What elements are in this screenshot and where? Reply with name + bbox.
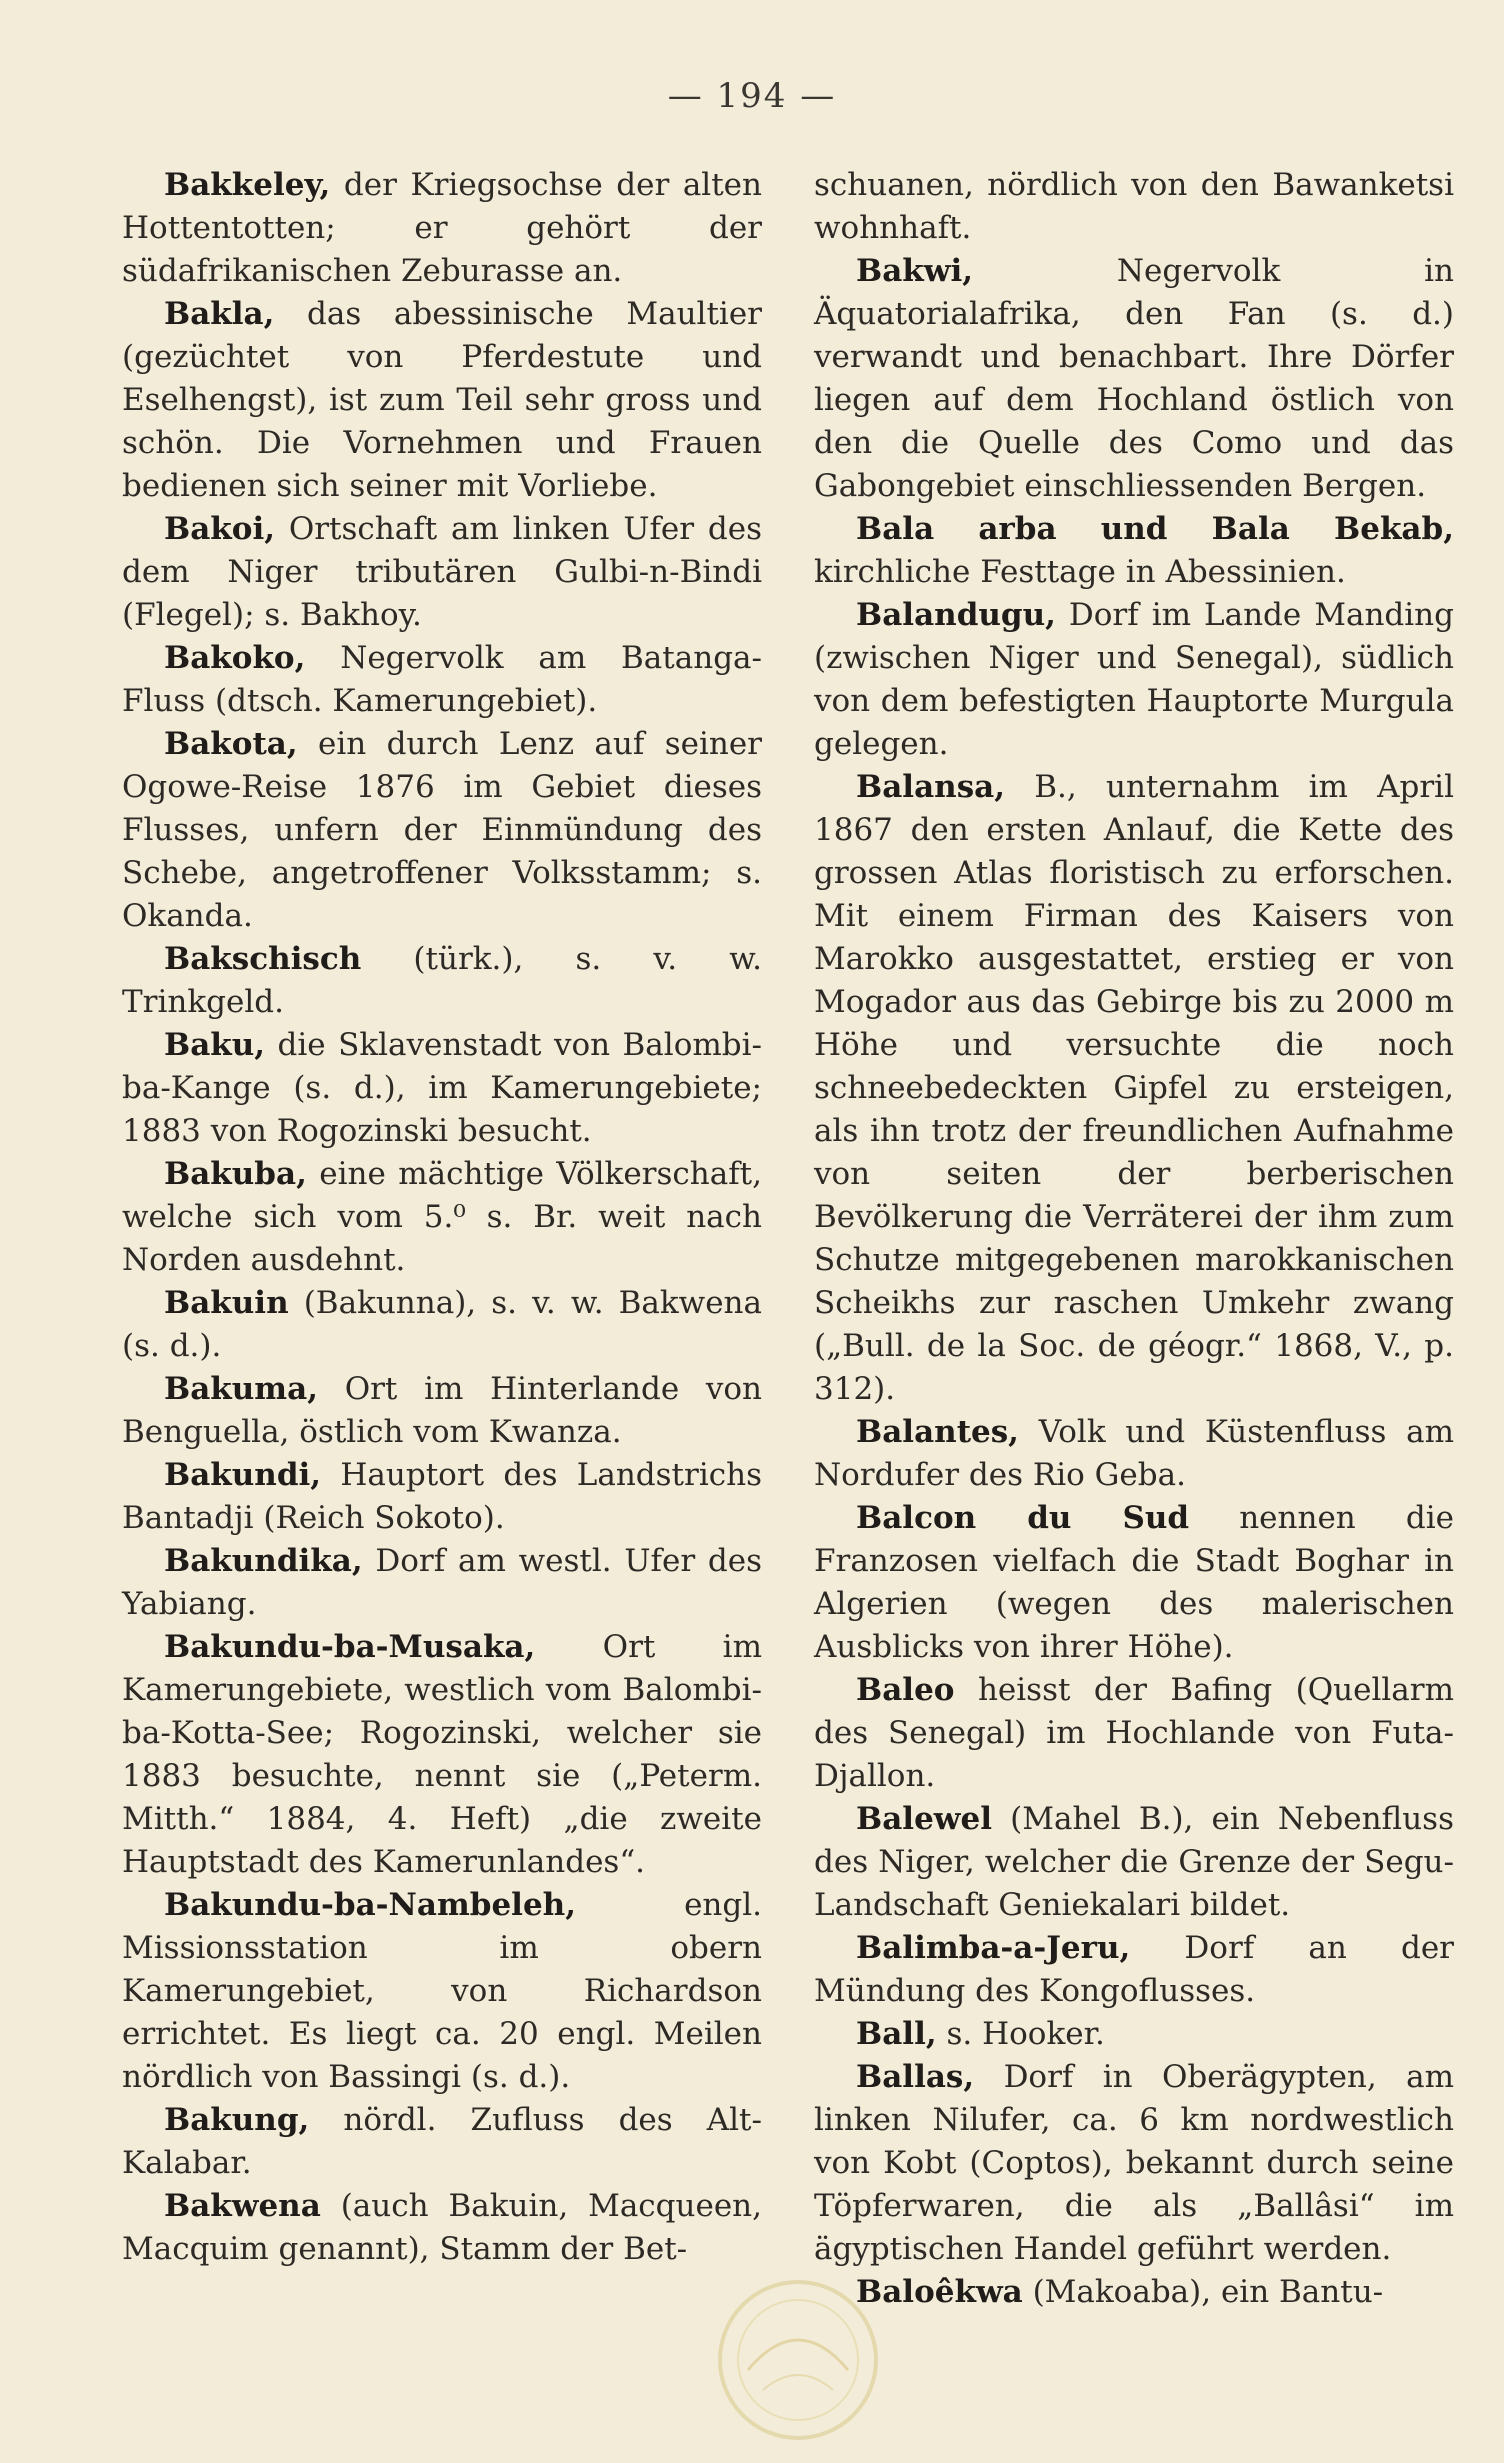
entry-headword: Balimba-a-Jeru, <box>856 1930 1131 1966</box>
entry-headword: Bala arba und Bala Bekab, <box>856 511 1454 547</box>
entry-text: eine mächtige Völkerschaft, welche sich vom 5.⁰ s. Br. weit nach Norden ausdehnt. <box>122 1156 762 1278</box>
dictionary-entry <box>122 508 762 637</box>
entry-text: (Mahel B.), ein Nebenfluss des Niger, welcher die Grenze der Segu-Landschaft Geniekalari bildet. <box>814 1801 1454 1923</box>
entry-text: Dorf am westl. Ufer des Yabiang. <box>122 1543 762 1622</box>
dictionary-entry <box>122 1368 762 1454</box>
dictionary-entry <box>814 1411 1454 1497</box>
entry-text: ein durch Lenz auf seiner Ogowe-Reise 1876 im Gebiet dieses Flusses, unfern der Einmündung des Schebe, angetroffener Volksstamm; s. Okanda. <box>122 726 762 934</box>
entry-text: Ortschaft am linken Ufer des dem Niger tributären Gulbi-n-Bindi (Flegel); s. Bakhoy. <box>122 511 762 633</box>
dictionary-entry <box>122 637 762 723</box>
dictionary-entry <box>122 1626 762 1884</box>
entry-text: Hauptort des Landstrichs Bantadji (Reich Sokoto). <box>122 1457 762 1536</box>
entry-headword: Bakundu-ba-Nambeleh, <box>164 1887 577 1923</box>
dictionary-entry <box>122 1454 762 1540</box>
entry-text: Dorf an der Mündung des Kongoflusses. <box>814 1930 1454 2009</box>
dictionary-entry <box>814 1927 1454 2013</box>
entry-text: der Kriegsochse der alten Hottentotten; er gehört der südafrikanischen Zeburasse an. <box>122 167 762 289</box>
entry-text: Negervolk in Äquatorialafrika, den Fan (s. d.) verwandt und benachbart. Ihre Dörfer liegen auf dem Hochland östlich von den die Quelle des Como und das Gabongebiet einschliessenden Bergen. <box>814 253 1454 504</box>
entry-headword: Bakuba, <box>164 1156 307 1192</box>
entry-text: Negervolk am Batanga-Fluss (dtsch. Kamerungebiet). <box>122 640 762 719</box>
entry-headword: Ball, <box>856 2016 937 2052</box>
entry-headword: Balantes, <box>856 1414 1019 1450</box>
entry-headword: Bakundika, <box>164 1543 363 1579</box>
entry-text: Ort im Kamerungebiete, westlich vom Balombi-ba-Kotta-See; Rogozinski, welcher sie 1883 besuchte, nennt sie („Peterm. Mitth.“ 1884, 4. Heft) „die zweite Hauptstadt des Kamerunlandes“. <box>122 1629 762 1880</box>
dictionary-entry <box>814 250 1454 508</box>
page-number: — 194 — <box>667 76 837 116</box>
entry-headword: Bakoi, <box>164 511 276 547</box>
entry-headword: Bakschisch <box>164 941 362 977</box>
entry-headword: Baleo <box>856 1672 955 1708</box>
dictionary-entry <box>122 1282 762 1368</box>
dictionary-entry <box>814 508 1454 594</box>
dictionary-entry <box>814 1497 1454 1669</box>
dictionary-entry <box>122 1024 762 1153</box>
entry-headword: Bakkeley, <box>164 167 331 203</box>
entry-headword: Baku, <box>164 1027 266 1063</box>
entry-text: Ort im Hinterlande von Benguella, östlich vom Kwanza. <box>122 1371 762 1450</box>
entry-text: (Bakunna), s. v. w. Bakwena (s. d.). <box>122 1285 762 1364</box>
dictionary-entry <box>122 723 762 938</box>
entry-headword: Baloêkwa <box>856 2274 1023 2310</box>
entry-text: die Sklavenstadt von Balombi-ba-Kange (s. d.), im Kamerungebiete; 1883 von Rogozinski besucht. <box>122 1027 762 1149</box>
right-column <box>814 164 1454 2314</box>
entry-headword: Bakla, <box>164 296 275 332</box>
dictionary-entry <box>122 938 762 1024</box>
entry-headword: Bakwi, <box>856 253 974 289</box>
entry-headword: Balansa, <box>856 769 1006 805</box>
entry-text: das abessinische Maultier (gezüchtet von Pferdestute und Eselhengst), ist zum Teil sehr gross und schön. Die Vornehmen und Frauen bedienen sich seiner mit Vorliebe. <box>122 296 762 504</box>
dictionary-entry <box>814 2013 1454 2056</box>
entry-headword: Bakundi, <box>164 1457 322 1493</box>
dictionary-entry <box>122 2099 762 2185</box>
dictionary-entry <box>122 164 762 293</box>
entry-headword: Ballas, <box>856 2059 975 2095</box>
dictionary-entry <box>814 1669 1454 1798</box>
entry-text: (auch Bakuin, Macqueen, Macquim genannt), Stamm der Bet- <box>122 2188 762 2267</box>
entry-text: nördl. Zufluss des Alt-Kalabar. <box>122 2102 762 2181</box>
entry-text: B., unternahm im April 1867 den ersten Anlauf, die Kette des grossen Atlas floristisch zu erforschen. Mit einem Firman des Kaisers von Marokko ausgestattet, erstieg er von Mogador aus das Gebirge bis zu 2000 m Höhe und versuchte die noch schneebedeckten Gipfel zu ersteigen, als ihn trotz der freundlichen Aufnahme von seiten der berberischen Bevölkerung die Verräterei der ihm zum Schutze mitgegebenen marokkanischen Scheikhs zur raschen Umkehr zwang („Bull. de la Soc. de géogr.“ 1868, V., p. 312). <box>814 769 1454 1407</box>
dictionary-entry <box>122 2185 762 2271</box>
entry-text: Volk und Küstenfluss am Nordufer des Rio Geba. <box>814 1414 1454 1493</box>
entry-text: Dorf in Oberägypten, am linken Nilufer, ca. 6 km nordwestlich von Kobt (Coptos), bekannt durch seine Töpferwaren, die als „Ballâsi“ im ägyptischen Handel geführt werden. <box>814 2059 1454 2267</box>
entry-text: kirchliche Festtage in Abessinien. <box>814 554 1346 590</box>
entry-headword: Bakwena <box>164 2188 321 2224</box>
entry-headword: Balcon du Sud <box>856 1500 1190 1536</box>
dictionary-entry <box>814 594 1454 766</box>
continued-entry-text: schuanen, nördlich von den Bawanketsi wohnhaft. <box>814 167 1454 246</box>
dictionary-entry <box>814 766 1454 1411</box>
entry-text: heisst der Bafing (Quellarm des Senegal) im Hochlande von Futa-Djallon. <box>814 1672 1454 1794</box>
entry-headword: Bakuma, <box>164 1371 318 1407</box>
dictionary-entry <box>814 2056 1454 2271</box>
dictionary-entry <box>122 1884 762 2099</box>
entry-text: nennen die Franzosen vielfach die Stadt Boghar in Algerien (wegen des malerischen Ausblicks von ihrer Höhe). <box>814 1500 1454 1665</box>
entry-headword: Balandugu, <box>856 597 1056 633</box>
entry-text: engl. Missionsstation im obern Kamerungebiet, von Richardson errichtet. Es liegt ca. 20 engl. Meilen nördlich von Bassingi (s. d.). <box>122 1887 762 2095</box>
entry-headword: Bakota, <box>164 726 298 762</box>
entry-headword: Bakoko, <box>164 640 306 676</box>
entry-text: Dorf im Lande Manding (zwischen Niger und Senegal), südlich von dem befestigten Hauptorte Murgula gelegen. <box>814 597 1454 762</box>
entry-headword: Bakung, <box>164 2102 310 2138</box>
left-column <box>122 164 762 2271</box>
dictionary-entry <box>122 293 762 508</box>
entry-text: (Makoaba), ein Bantu- <box>1022 2274 1384 2310</box>
entry-headword: Balewel <box>856 1801 992 1837</box>
entry-text: (türk.), s. v. w. Trinkgeld. <box>122 941 762 1020</box>
dictionary-entry <box>814 1798 1454 1927</box>
entry-text: s. Hooker. <box>936 2016 1105 2052</box>
dictionary-entry <box>122 1153 762 1282</box>
entry-headword: Bakundu-ba-Musaka, <box>164 1629 536 1665</box>
dictionary-entry <box>122 1540 762 1626</box>
entry-headword: Bakuin <box>164 1285 289 1321</box>
library-stamp-icon <box>668 2250 928 2450</box>
